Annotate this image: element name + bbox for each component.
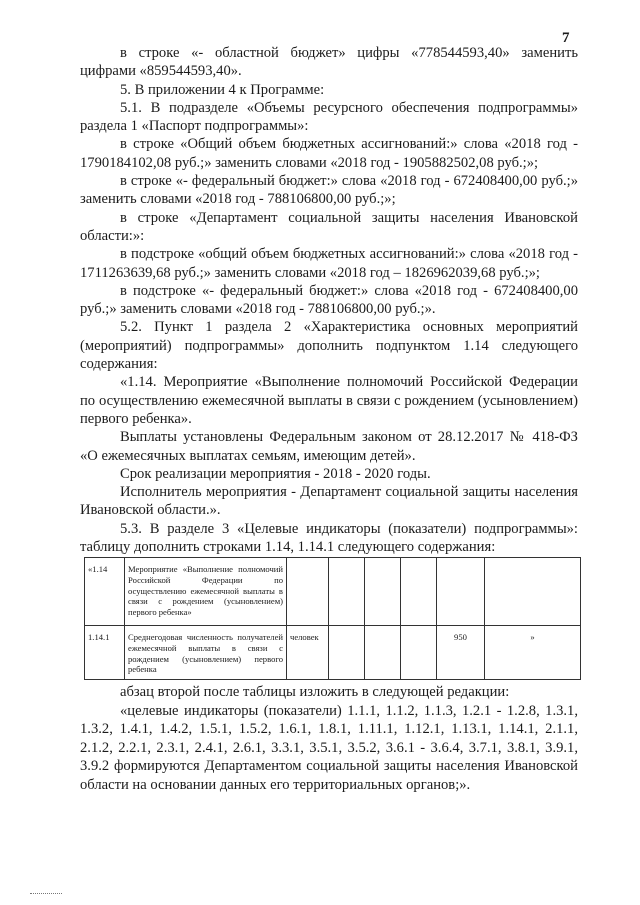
document-body-bottom <box>80 683 578 794</box>
table-cell-value <box>329 626 365 680</box>
table-row <box>85 558 581 626</box>
table-cell-value <box>365 558 401 626</box>
table-cell-unit <box>287 558 329 626</box>
paragraph-second-abzac: абзац второй после таблицы изложить в следующей редакции: <box>120 684 510 700</box>
indicators-table <box>84 557 581 680</box>
table-cell-unit: человек <box>287 626 329 680</box>
scan-mark <box>30 893 62 896</box>
paragraph-item-5: 5. В приложении 4 к Программе: <box>120 81 325 98</box>
paragraph-oblast-budget: в строке «- областной бюджет» цифры «778544593,40» заменить цифрами «859544593,40». <box>80 45 578 80</box>
table-cell-num: «1.14 <box>85 558 125 626</box>
table-cell-value: 950 <box>437 626 485 680</box>
table-cell-value: » <box>485 626 581 680</box>
paragraph-federal-budget: в строке «- федеральный бюджет:» слова «2018 год - 672408400,00 руб.;» заменить словами «2018 год - 788106800,00 руб.;»; <box>80 173 578 208</box>
paragraph-period: Срок реализации мероприятия - 2018 - 2020 годы. <box>120 465 431 482</box>
table-cell-value <box>365 626 401 680</box>
table-cell-value <box>329 558 365 626</box>
paragraph-target-indicators: «целевые индикаторы (показатели) 1.1.1, 1.1.2, 1.1.3, 1.2.1 - 1.2.8, 1.3.1, 1.3.2, 1.4.1, 1.4.2, 1.5.1, 1.5.2, 1.6.1, 1.8.1, 1.11.1, 1.12.1, 1.13.1, 1.14.1, 2.1.1, 2.1.2, 2.2.1, 2.3.1, 2.4.1, 2.6.1, 3.3.1, 3.5.1, 3.5.2, 3.6.1 - 3.6.4, 3.7.1, 3.8.1, 3.9.1, 3.9.2 формируются Департаментом социальной защиты населения Ивановской области на основании данных его территориальных органов;». <box>80 702 578 793</box>
paragraph-measure-1-14: «1.14. Мероприятие «Выполнение полномочий Российской Федерации по осуществлению ежемесячной выплаты в связи с рождением (усыновлением) первого ребенка». <box>80 374 578 427</box>
table-cell-value <box>401 626 437 680</box>
page-number: 7 <box>562 30 570 46</box>
table-cell-num: 1.14.1 <box>85 626 125 680</box>
paragraph-total-budget: в строке «Общий объем бюджетных ассигнований:» слова «2018 год - 1790184102,08 руб.;» заменить словами «2018 год - 1905882502,08 руб.;»; <box>80 136 578 171</box>
paragraph-subrow-federal: в подстроке «- федеральный бюджет:» слова «2018 год - 672408400,00 руб.;» заменить словами «2018 год - 788106800,00 руб.;». <box>80 282 578 318</box>
paragraph-item-5-1: 5.1. В подразделе «Объемы ресурсного обеспечения подпрограммы» раздела 1 «Паспорт подпрограммы»: <box>80 99 578 135</box>
table-row <box>85 626 581 680</box>
table-cell-desc: Среднегодовая численность получателей ежемесячной выплаты в связи с рождением (усыновлением) первого ребенка <box>125 626 287 680</box>
paragraph-executor: Исполнитель мероприятия - Департамент социальной защиты населения Ивановской области.». <box>80 484 578 519</box>
table-cell-value <box>485 558 581 626</box>
paragraph-item-5-2: 5.2. Пункт 1 раздела 2 «Характеристика основных мероприятий (мероприятий) подпрограммы» дополнить подпунктом 1.14 следующего содержания: <box>80 319 578 373</box>
table-cell-desc: Мероприятие «Выполнение полномочий Российской Федерации по осуществлению ежемесячной выплаты в связи с рождением (усыновлением) первого ребенка» <box>125 558 287 626</box>
paragraph-federal-law: Выплаты установлены Федеральным законом от 28.12.2017 № 418-ФЗ «О ежемесячных выплатах семьям, имеющим детей». <box>80 429 578 464</box>
paragraph-department-row: в строке «Департамент социальной защиты населения Ивановской области:»: <box>80 209 578 244</box>
table-cell-value <box>437 558 485 626</box>
document-body-top <box>80 44 578 556</box>
table-cell-value <box>401 558 437 626</box>
paragraph-subrow-total: в подстроке «общий объем бюджетных ассигнований:» слова «2018 год - 1711263639,68 руб.;» заменить словами «2018 год – 1826962039,68 руб.;»; <box>80 246 578 281</box>
paragraph-item-5-3: 5.3. В разделе 3 «Целевые индикаторы (показатели) подпрограммы»: таблицу дополнить строками 1.14, 1.14.1 следующего содержания: <box>80 520 578 556</box>
